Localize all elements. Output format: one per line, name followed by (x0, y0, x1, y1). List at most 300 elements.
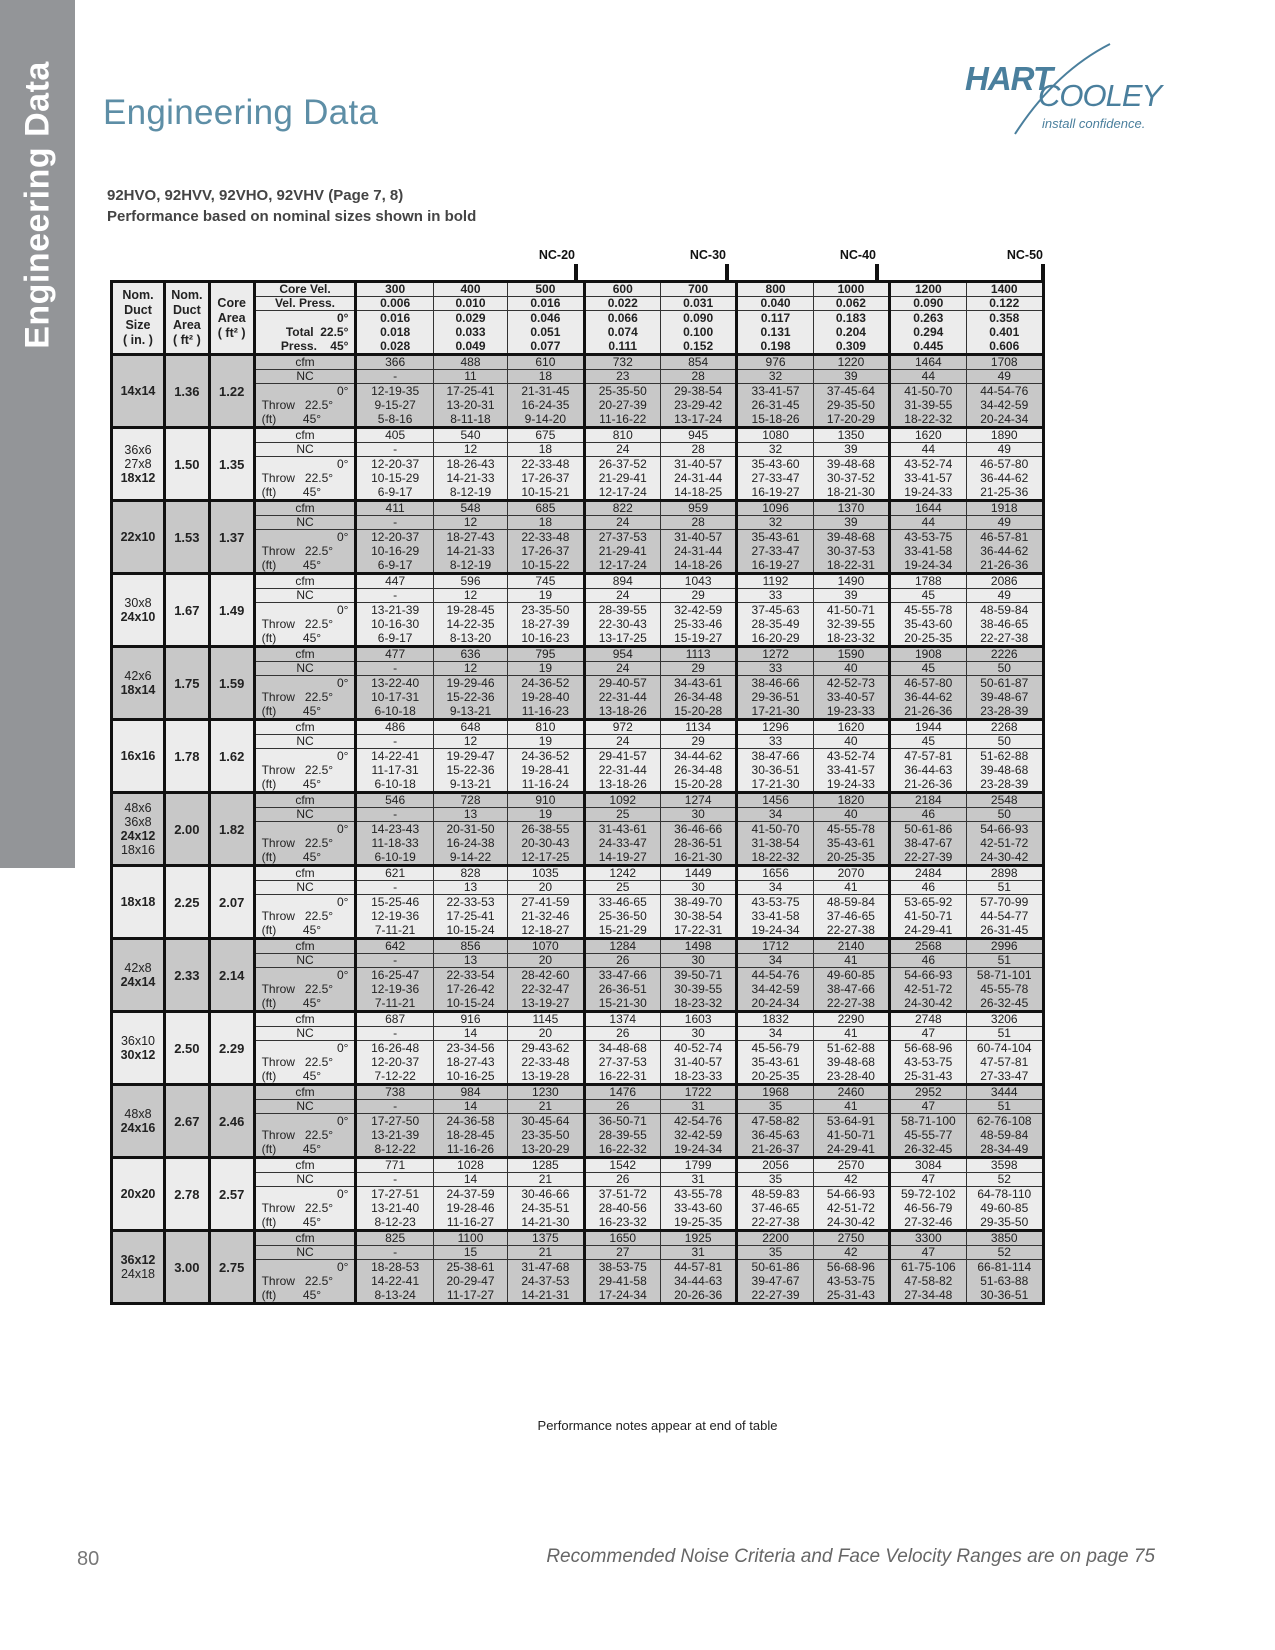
nom-duct-area: 2.50 (164, 1012, 209, 1085)
total-pressure: 0.117 0.131 0.198 (737, 311, 813, 355)
throw-values: 42-52-73 33-40-57 19-23-33 (813, 676, 889, 720)
nc-value: - (356, 516, 433, 530)
throw-values: 12-20-37 10-16-29 6-9-17 (356, 530, 433, 574)
nc-value: - (356, 735, 433, 749)
table-row (112, 866, 1044, 881)
table-row (112, 501, 1044, 516)
throw-values: 25-35-50 20-27-39 11-16-22 (584, 384, 660, 428)
row-label-cfm: cfm (254, 1158, 356, 1173)
table-row (112, 1012, 1044, 1027)
nc-value: 24 (584, 589, 660, 603)
cfm-value: 1374 (584, 1012, 660, 1027)
nc-value: 33 (737, 589, 813, 603)
throw-values: 29-38-54 23-29-42 13-17-24 (660, 384, 736, 428)
throw-values: 53-64-91 41-50-71 24-29-41 (813, 1114, 889, 1158)
nc-value: - (356, 1100, 433, 1114)
cfm-value: 1708 (966, 355, 1043, 370)
nc-value: 49 (966, 370, 1043, 384)
nc-value: 27 (584, 1246, 660, 1260)
throw-values: 50-61-87 39-48-67 23-28-39 (966, 676, 1043, 720)
nc-value: 42 (813, 1246, 889, 1260)
throw-values: 45-55-78 35-43-61 20-25-35 (813, 822, 889, 866)
throw-values: 30-46-66 24-35-51 14-21-30 (508, 1187, 584, 1231)
throw-values: 23-35-50 18-27-39 10-16-23 (508, 603, 584, 647)
throw-values: 39-50-71 30-39-55 18-23-32 (660, 968, 736, 1012)
nom-duct-size: 20x20 (112, 1158, 165, 1231)
throw-values: 39-48-68 30-37-53 18-22-31 (813, 530, 889, 574)
throw-values: 35-43-60 27-33-47 16-19-27 (737, 457, 813, 501)
row-label-nc: NC (254, 1027, 356, 1041)
nc-value: 28 (660, 370, 736, 384)
throw-values: 27-37-53 21-29-41 12-17-24 (584, 530, 660, 574)
throw-values: 38-49-70 30-38-54 17-22-31 (660, 895, 736, 939)
cfm-value: 1944 (890, 720, 966, 735)
throw-values: 54-66-93 42-51-72 24-30-42 (966, 822, 1043, 866)
throw-values: 43-53-75 33-41-58 19-24-34 (737, 895, 813, 939)
cfm-value: 2898 (966, 866, 1043, 881)
nc-value: 32 (737, 516, 813, 530)
throw-values: 42-54-76 32-42-59 19-24-34 (660, 1114, 736, 1158)
throw-values: 36-50-71 28-39-55 16-22-32 (584, 1114, 660, 1158)
throw-values: 33-47-66 26-36-51 15-21-30 (584, 968, 660, 1012)
nc-value: 41 (813, 954, 889, 968)
row-label-throw: 0° Throw 22.5° (ft) 45° (254, 968, 356, 1012)
footer-note: Recommended Noise Criteria and Face Velocity Ranges are on page 75 (546, 1546, 1155, 1567)
cfm-value: 2570 (813, 1158, 889, 1173)
cfm-value: 3598 (966, 1158, 1043, 1173)
throw-values: 56-68-96 43-53-75 25-31-43 (890, 1041, 966, 1085)
nc-value: 26 (584, 1027, 660, 1041)
cfm-value: 610 (508, 355, 584, 370)
core-area: 2.29 (209, 1012, 254, 1085)
core-velocity: 600 (584, 282, 660, 297)
nom-duct-area: 1.36 (164, 355, 209, 428)
throw-values: 22-33-53 17-25-41 10-15-24 (433, 895, 507, 939)
nc-value: 14 (433, 1027, 507, 1041)
core-area: 2.07 (209, 866, 254, 939)
nc-value: 39 (813, 516, 889, 530)
throw-values: 44-57-81 34-44-63 20-26-36 (660, 1260, 736, 1304)
throw-values: 24-36-52 19-28-41 11-16-24 (508, 749, 584, 793)
nc-value: 51 (966, 1100, 1043, 1114)
nc-value: 47 (890, 1027, 966, 1041)
cfm-value: 2056 (737, 1158, 813, 1173)
nc-value: 21 (508, 1100, 584, 1114)
throw-values: 57-70-99 44-54-77 26-31-45 (966, 895, 1043, 939)
row-label-cfm: cfm (254, 647, 356, 662)
row-label-throw: 0° Throw 22.5° (ft) 45° (254, 1114, 356, 1158)
cfm-value: 636 (433, 647, 507, 662)
throw-values: 44-54-76 34-42-59 20-24-34 (966, 384, 1043, 428)
throw-values: 32-42-59 25-33-46 15-19-27 (660, 603, 736, 647)
cfm-value: 2952 (890, 1085, 966, 1100)
nc-value: 51 (966, 954, 1043, 968)
velocity-pressure: 0.010 (433, 297, 507, 311)
cfm-value: 1370 (813, 501, 889, 516)
cfm-value: 621 (356, 866, 433, 881)
cfm-value: 1296 (737, 720, 813, 735)
throw-values: 56-68-96 43-53-75 25-31-43 (813, 1260, 889, 1304)
header-vel-press: Vel. Press. (254, 297, 356, 311)
velocity-pressure: 0.031 (660, 297, 736, 311)
throw-values: 59-72-102 46-56-79 27-32-46 (890, 1187, 966, 1231)
cfm-value: 976 (737, 355, 813, 370)
throw-values: 31-40-57 24-31-44 14-18-26 (660, 530, 736, 574)
core-velocity: 500 (508, 282, 584, 297)
table-row (112, 355, 1044, 370)
row-label-cfm: cfm (254, 1085, 356, 1100)
cfm-value: 3444 (966, 1085, 1043, 1100)
nc-value: 39 (813, 443, 889, 457)
table-footnote: Performance notes appear at end of table (537, 1418, 778, 1433)
cfm-value: 1590 (813, 647, 889, 662)
row-label-nc: NC (254, 1173, 356, 1187)
throw-values: 49-60-85 38-47-66 22-27-38 (813, 968, 889, 1012)
cfm-value: 1230 (508, 1085, 584, 1100)
cfm-value: 1272 (737, 647, 813, 662)
table-row (112, 793, 1044, 808)
table-row (112, 720, 1044, 735)
cfm-value: 822 (584, 501, 660, 516)
nc-value: 20 (508, 881, 584, 895)
nom-duct-area: 1.53 (164, 501, 209, 574)
row-label-throw: 0° Throw 22.5° (ft) 45° (254, 822, 356, 866)
row-label-nc: NC (254, 735, 356, 749)
total-pressure: 0.358 0.401 0.606 (966, 311, 1043, 355)
nc-value: 50 (966, 808, 1043, 822)
nc-value: - (356, 662, 433, 676)
row-label-throw: 0° Throw 22.5° (ft) 45° (254, 457, 356, 501)
cfm-value: 1908 (890, 647, 966, 662)
cfm-value: 2568 (890, 939, 966, 954)
cfm-value: 732 (584, 355, 660, 370)
row-label-cfm: cfm (254, 501, 356, 516)
page-number: 80 (77, 1548, 100, 1570)
nc-value: 24 (584, 516, 660, 530)
throw-values: 64-78-110 49-60-85 29-35-50 (966, 1187, 1043, 1231)
row-label-nc: NC (254, 1100, 356, 1114)
nc-value: 35 (737, 1100, 813, 1114)
nc-value: 18 (508, 516, 584, 530)
throw-values: 23-34-56 18-27-43 10-16-25 (433, 1041, 507, 1085)
velocity-pressure: 0.016 (508, 297, 584, 311)
total-pressure: 0.183 0.204 0.309 (813, 311, 889, 355)
table-row (112, 1158, 1044, 1173)
nc-value: 52 (966, 1246, 1043, 1260)
cfm-value: 1925 (660, 1231, 736, 1246)
row-label-cfm: cfm (254, 1012, 356, 1027)
nc-value: 14 (433, 1173, 507, 1187)
table-row (112, 1085, 1044, 1100)
nc-value: 40 (813, 662, 889, 676)
cfm-value: 1820 (813, 793, 889, 808)
nc-value: 26 (584, 954, 660, 968)
cfm-value: 2748 (890, 1012, 966, 1027)
core-area: 1.62 (209, 720, 254, 793)
throw-values: 16-25-47 12-19-36 7-11-21 (356, 968, 433, 1012)
cfm-value: 546 (356, 793, 433, 808)
cfm-value: 2086 (966, 574, 1043, 589)
nc-value: 18 (508, 370, 584, 384)
table-row (112, 939, 1044, 954)
cfm-value: 1890 (966, 428, 1043, 443)
core-area: 2.46 (209, 1085, 254, 1158)
nc-value: 29 (660, 662, 736, 676)
core-area: 1.82 (209, 793, 254, 866)
cfm-value: 810 (584, 428, 660, 443)
nom-duct-size: 42x8 24x14 (112, 939, 165, 1012)
row-label-cfm: cfm (254, 355, 356, 370)
throw-values: 43-53-75 33-41-58 19-24-34 (890, 530, 966, 574)
throw-values: 60-74-104 47-57-81 27-33-47 (966, 1041, 1043, 1085)
cfm-value: 1542 (584, 1158, 660, 1173)
nc-value: 44 (890, 516, 966, 530)
nc-value: - (356, 881, 433, 895)
throw-values: 37-45-64 29-35-50 17-20-29 (813, 384, 889, 428)
cfm-value: 3850 (966, 1231, 1043, 1246)
nc-value: 24 (584, 735, 660, 749)
nom-duct-area: 2.67 (164, 1085, 209, 1158)
throw-values: 18-26-43 14-21-33 8-12-19 (433, 457, 507, 501)
nc-value: 41 (813, 1027, 889, 1041)
nc-value: - (356, 954, 433, 968)
nc-marker: NC-20 (538, 248, 575, 262)
nc-marker: NC-40 (839, 248, 876, 262)
throw-values: 54-66-93 42-51-72 24-30-42 (890, 968, 966, 1012)
cfm-value: 447 (356, 574, 433, 589)
throw-values: 19-28-45 14-22-35 8-13-20 (433, 603, 507, 647)
velocity-pressure: 0.122 (966, 297, 1043, 311)
nom-duct-area: 2.25 (164, 866, 209, 939)
nc-value: 30 (660, 954, 736, 968)
cfm-value: 910 (508, 793, 584, 808)
nc-value: 13 (433, 881, 507, 895)
cfm-value: 1092 (584, 793, 660, 808)
core-area: 1.22 (209, 355, 254, 428)
cfm-value: 745 (508, 574, 584, 589)
total-pressure: 0.066 0.074 0.111 (584, 311, 660, 355)
core-area: 1.35 (209, 428, 254, 501)
throw-values: 29-43-62 22-33-48 13-19-28 (508, 1041, 584, 1085)
cfm-value: 1070 (508, 939, 584, 954)
cfm-value: 1096 (737, 501, 813, 516)
nc-value: 12 (433, 443, 507, 457)
nc-marker: NC-30 (689, 248, 726, 262)
cfm-value: 366 (356, 355, 433, 370)
cfm-value: 486 (356, 720, 433, 735)
cfm-value: 1620 (890, 428, 966, 443)
throw-values: 29-40-57 22-31-44 13-18-26 (584, 676, 660, 720)
nc-value: 44 (890, 443, 966, 457)
core-area: 1.37 (209, 501, 254, 574)
nc-value: - (356, 1173, 433, 1187)
nc-value: 33 (737, 662, 813, 676)
nc-value: 24 (584, 662, 660, 676)
cfm-value: 1145 (508, 1012, 584, 1027)
throw-values: 38-47-66 30-36-51 17-21-30 (737, 749, 813, 793)
nc-value: 30 (660, 881, 736, 895)
throw-values: 21-31-45 16-24-35 9-14-20 (508, 384, 584, 428)
throw-values: 31-47-68 24-37-53 14-21-31 (508, 1260, 584, 1304)
nc-value: 51 (966, 1027, 1043, 1041)
cfm-value: 3300 (890, 1231, 966, 1246)
throw-values: 26-37-52 21-29-41 12-17-24 (584, 457, 660, 501)
nc-value: 28 (660, 516, 736, 530)
row-label-nc: NC (254, 370, 356, 384)
throw-values: 41-50-71 32-39-55 18-23-32 (813, 603, 889, 647)
core-area: 2.14 (209, 939, 254, 1012)
throw-values: 14-23-43 11-18-33 6-10-19 (356, 822, 433, 866)
cfm-value: 488 (433, 355, 507, 370)
nc-value: 49 (966, 443, 1043, 457)
throw-values: 25-38-61 20-29-47 11-17-27 (433, 1260, 507, 1304)
throw-values: 44-54-76 34-42-59 20-24-34 (737, 968, 813, 1012)
nom-duct-size: 36x10 30x12 (112, 1012, 165, 1085)
cfm-value: 642 (356, 939, 433, 954)
row-label-nc: NC (254, 516, 356, 530)
cfm-value: 2750 (813, 1231, 889, 1246)
throw-values: 51-62-88 39-48-68 23-28-40 (813, 1041, 889, 1085)
nc-value: 46 (890, 808, 966, 822)
cfm-value: 771 (356, 1158, 433, 1173)
cfm-value: 825 (356, 1231, 433, 1246)
row-label-nc: NC (254, 881, 356, 895)
nc-value: 29 (660, 735, 736, 749)
cfm-value: 728 (433, 793, 507, 808)
header-total-press: 0° Total 22.5° Press. 45° (254, 311, 356, 355)
cfm-value: 972 (584, 720, 660, 735)
cfm-value: 1350 (813, 428, 889, 443)
table-subtitle (107, 185, 476, 227)
cfm-value: 2484 (890, 866, 966, 881)
throw-values: 22-33-48 17-26-37 10-15-22 (508, 530, 584, 574)
cfm-value: 2200 (737, 1231, 813, 1246)
throw-values: 48-59-83 37-46-65 22-27-38 (737, 1187, 813, 1231)
cfm-value: 894 (584, 574, 660, 589)
nc-value: 11 (433, 370, 507, 384)
nc-value: 42 (813, 1173, 889, 1187)
side-tab-label: Engineering Data (18, 61, 57, 349)
throw-values: 53-65-92 41-50-71 24-29-41 (890, 895, 966, 939)
cfm-value: 1968 (737, 1085, 813, 1100)
nc-value: 39 (813, 589, 889, 603)
nc-value: 40 (813, 808, 889, 822)
table-row (112, 574, 1044, 589)
page-title: Engineering Data (103, 93, 379, 133)
core-velocity: 800 (737, 282, 813, 297)
throw-values: 27-41-59 21-32-46 12-18-27 (508, 895, 584, 939)
nc-value: 31 (660, 1100, 736, 1114)
throw-values: 24-36-52 19-28-40 11-16-23 (508, 676, 584, 720)
table-body (112, 355, 1044, 1304)
nom-duct-size: 36x6 27x8 18x12 (112, 428, 165, 501)
cfm-value: 1656 (737, 866, 813, 881)
nc-value: 29 (660, 589, 736, 603)
cfm-value: 2290 (813, 1012, 889, 1027)
cfm-value: 2140 (813, 939, 889, 954)
core-velocity: 1400 (966, 282, 1043, 297)
nc-value: 46 (890, 954, 966, 968)
row-label-throw: 0° Throw 22.5° (ft) 45° (254, 676, 356, 720)
nc-value: 52 (966, 1173, 1043, 1187)
throw-values: 12-19-35 9-15-27 5-8-16 (356, 384, 433, 428)
nc-value: 41 (813, 1100, 889, 1114)
cfm-value: 1375 (508, 1231, 584, 1246)
nc-value: 21 (508, 1246, 584, 1260)
cfm-value: 1100 (433, 1231, 507, 1246)
cfm-value: 1712 (737, 939, 813, 954)
nc-value: 33 (737, 735, 813, 749)
cfm-value: 1113 (660, 647, 736, 662)
nc-value: 32 (737, 370, 813, 384)
nc-value: 35 (737, 1173, 813, 1187)
nom-duct-area: 3.00 (164, 1231, 209, 1304)
nom-duct-area: 1.78 (164, 720, 209, 793)
throw-values: 13-21-39 10-16-30 6-9-17 (356, 603, 433, 647)
cfm-value: 1035 (508, 866, 584, 881)
throw-values: 19-29-46 15-22-36 9-13-21 (433, 676, 507, 720)
logo-hart: HART (965, 60, 1053, 97)
nc-value: 30 (660, 808, 736, 822)
throw-values: 37-51-72 28-40-56 16-23-32 (584, 1187, 660, 1231)
throw-values: 51-62-88 39-48-68 23-28-39 (966, 749, 1043, 793)
throw-values: 50-61-86 39-47-67 22-27-39 (737, 1260, 813, 1304)
throw-values: 46-57-80 36-44-62 21-26-36 (890, 676, 966, 720)
throw-values: 61-75-106 47-58-82 27-34-48 (890, 1260, 966, 1304)
cfm-value: 1620 (813, 720, 889, 735)
cfm-value: 540 (433, 428, 507, 443)
nc-marker: NC-50 (1006, 248, 1043, 262)
nc-value: 49 (966, 589, 1043, 603)
row-label-throw: 0° Throw 22.5° (ft) 45° (254, 1041, 356, 1085)
cfm-value: 648 (433, 720, 507, 735)
nc-value: 46 (890, 881, 966, 895)
total-pressure: 0.029 0.033 0.049 (433, 311, 507, 355)
row-label-cfm: cfm (254, 866, 356, 881)
cfm-value: 596 (433, 574, 507, 589)
nc-value: - (356, 808, 433, 822)
cfm-value: 1918 (966, 501, 1043, 516)
row-label-throw: 0° Throw 22.5° (ft) 45° (254, 1187, 356, 1231)
nc-value: 49 (966, 516, 1043, 530)
cfm-value: 2460 (813, 1085, 889, 1100)
row-label-cfm: cfm (254, 939, 356, 954)
core-area: 1.59 (209, 647, 254, 720)
throw-values: 12-20-37 10-15-29 6-9-17 (356, 457, 433, 501)
core-area: 2.75 (209, 1231, 254, 1304)
throw-values: 38-53-75 29-41-58 17-24-34 (584, 1260, 660, 1304)
nc-value: 13 (433, 954, 507, 968)
nc-value: 50 (966, 735, 1043, 749)
hart-cooley-logo (960, 42, 1175, 137)
core-velocity: 400 (433, 282, 507, 297)
velocity-pressure: 0.022 (584, 297, 660, 311)
nom-duct-area: 1.50 (164, 428, 209, 501)
row-label-cfm: cfm (254, 793, 356, 808)
nc-value: 25 (584, 881, 660, 895)
cfm-value: 1464 (890, 355, 966, 370)
cfm-value: 1242 (584, 866, 660, 881)
cfm-value: 1284 (584, 939, 660, 954)
row-label-throw: 0° Throw 22.5° (ft) 45° (254, 895, 356, 939)
core-velocity: 700 (660, 282, 736, 297)
cfm-value: 1192 (737, 574, 813, 589)
nc-value: 32 (737, 443, 813, 457)
cfm-value: 856 (433, 939, 507, 954)
cfm-value: 1080 (737, 428, 813, 443)
nc-value: - (356, 1246, 433, 1260)
nc-value: 28 (660, 443, 736, 457)
